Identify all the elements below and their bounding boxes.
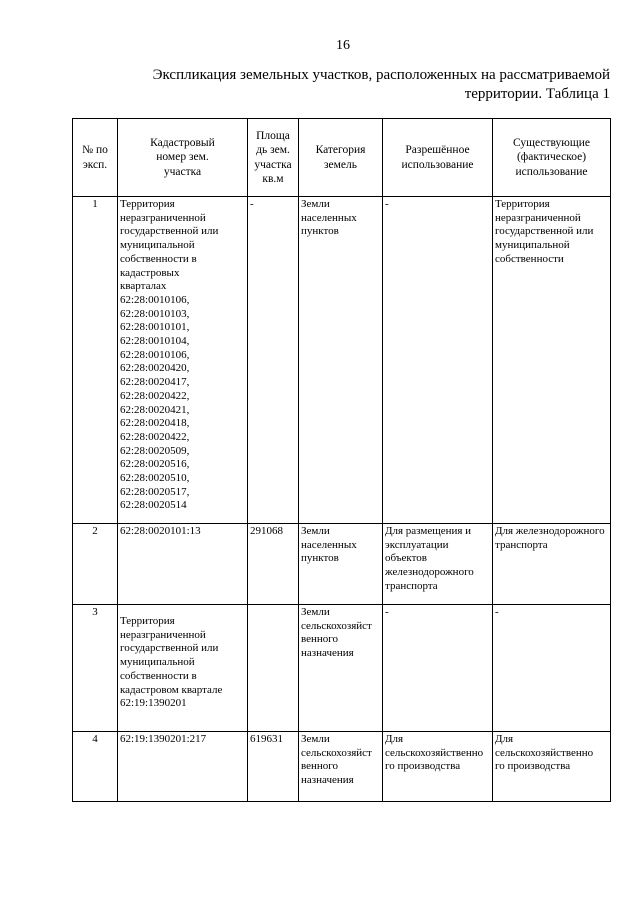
actual-use-cell: Территория неразграниченной государственной или муниципальной собственности: [493, 197, 611, 524]
cadastral-line: государственной или: [120, 225, 219, 238]
area-cell: 291068: [248, 524, 299, 605]
cadastral-line: собственности в: [120, 252, 197, 265]
cadastral-line: 62:28:0020510,: [120, 472, 190, 485]
table-caption: [140, 66, 610, 104]
table-row: [73, 524, 611, 605]
permitted-use-cell: Для сельскохозяйственно го производства: [383, 732, 493, 802]
caption-line-2: территории. Таблица 1: [464, 86, 610, 102]
permitted-use-cell: -: [383, 605, 493, 732]
cadastral-line: кадастровом квартале: [120, 683, 223, 696]
cadastral-line: 62:28:0020422,: [120, 389, 190, 402]
row-number: 2: [73, 524, 118, 605]
cadastral-line: Территория: [120, 198, 175, 210]
cadastral-cell: [118, 732, 248, 802]
cadastral-line: 62:28:0010104,: [120, 335, 190, 348]
table-row: [73, 732, 611, 802]
actual-use-cell: Для сельскохозяйственно го производства: [493, 732, 611, 802]
cadastral-line: кварталах: [120, 280, 167, 293]
area-cell: 619631: [248, 732, 299, 802]
cadastral-line: 62:28:0010106,: [120, 348, 190, 361]
permitted-use-cell: -: [383, 197, 493, 524]
cadastral-line: 62:19:1390201: [120, 697, 187, 710]
cadastral-line: 62:28:0020514: [120, 499, 187, 512]
page-number: 16: [336, 38, 350, 53]
cadastral-line: 62:28:0020516,: [120, 458, 190, 471]
cadastral-line: 62:28:0020418,: [120, 417, 190, 430]
header-cadastral-number: Кадастровый номер зем. участка: [118, 119, 248, 197]
cadastral-line: Территория: [120, 615, 175, 627]
cadastral-line: 62:28:0020101:13: [120, 525, 201, 537]
cadastral-line: 62:28:0010106,: [120, 293, 190, 306]
cadastral-line: 62:28:0010103,: [120, 307, 190, 320]
explication-table: [72, 118, 611, 802]
row-number: 4: [73, 732, 118, 802]
cadastral-line: собственности в: [120, 669, 197, 682]
caption-line-1: Экспликация земельных участков, расположенных на рассматриваемой: [152, 67, 610, 83]
cadastral-cell: [118, 197, 248, 524]
category-cell: Земли населенных пунктов: [299, 524, 383, 605]
area-cell: [248, 605, 299, 732]
actual-use-cell: Для железнодорожного транспорта: [493, 524, 611, 605]
category-cell: Земли сельскохозяйст венного назначения: [299, 605, 383, 732]
cadastral-line: муниципальной: [120, 239, 195, 252]
cadastral-line: 62:19:1390201:217: [120, 733, 207, 745]
cadastral-line: 62:28:0020420,: [120, 362, 190, 375]
cadastral-line: муниципальной: [120, 656, 195, 669]
header-area: Площа дь зем. участка кв.м: [248, 119, 299, 197]
cadastral-line: 62:28:0020422,: [120, 430, 190, 443]
table-row: [73, 605, 611, 732]
header-land-category: Категория земель: [299, 119, 383, 197]
cadastral-line: неразграниченной: [120, 211, 206, 224]
actual-use-cell: -: [493, 605, 611, 732]
category-cell: Земли населенных пунктов: [299, 197, 383, 524]
cadastral-cell: [118, 605, 248, 732]
cadastral-line: 62:28:0020517,: [120, 485, 190, 498]
header-exp-number: № по эксп.: [73, 119, 118, 197]
row-number: 3: [73, 605, 118, 732]
cadastral-line: неразграниченной: [120, 628, 206, 641]
row-number: 1: [73, 197, 118, 524]
table-row: [73, 197, 611, 524]
category-cell: Земли сельскохозяйст венного назначения: [299, 732, 383, 802]
area-cell: -: [248, 197, 299, 524]
cadastral-line: государственной или: [120, 642, 219, 655]
cadastral-line: 62:28:0010101,: [120, 321, 190, 334]
cadastral-line: 62:28:0020417,: [120, 376, 190, 389]
header-actual-use: Существующие (фактическое) использование: [493, 119, 611, 197]
table-header-row: [73, 119, 611, 197]
cadastral-line: 62:28:0020509,: [120, 444, 190, 457]
cadastral-line: 62:28:0020421,: [120, 403, 190, 416]
permitted-use-cell: Для размещения и эксплуатации объектов железнодорожного транспорта: [383, 524, 493, 605]
header-permitted-use: Разрешённое использование: [383, 119, 493, 197]
cadastral-line: кадастровых: [120, 266, 180, 279]
cadastral-cell: [118, 524, 248, 605]
